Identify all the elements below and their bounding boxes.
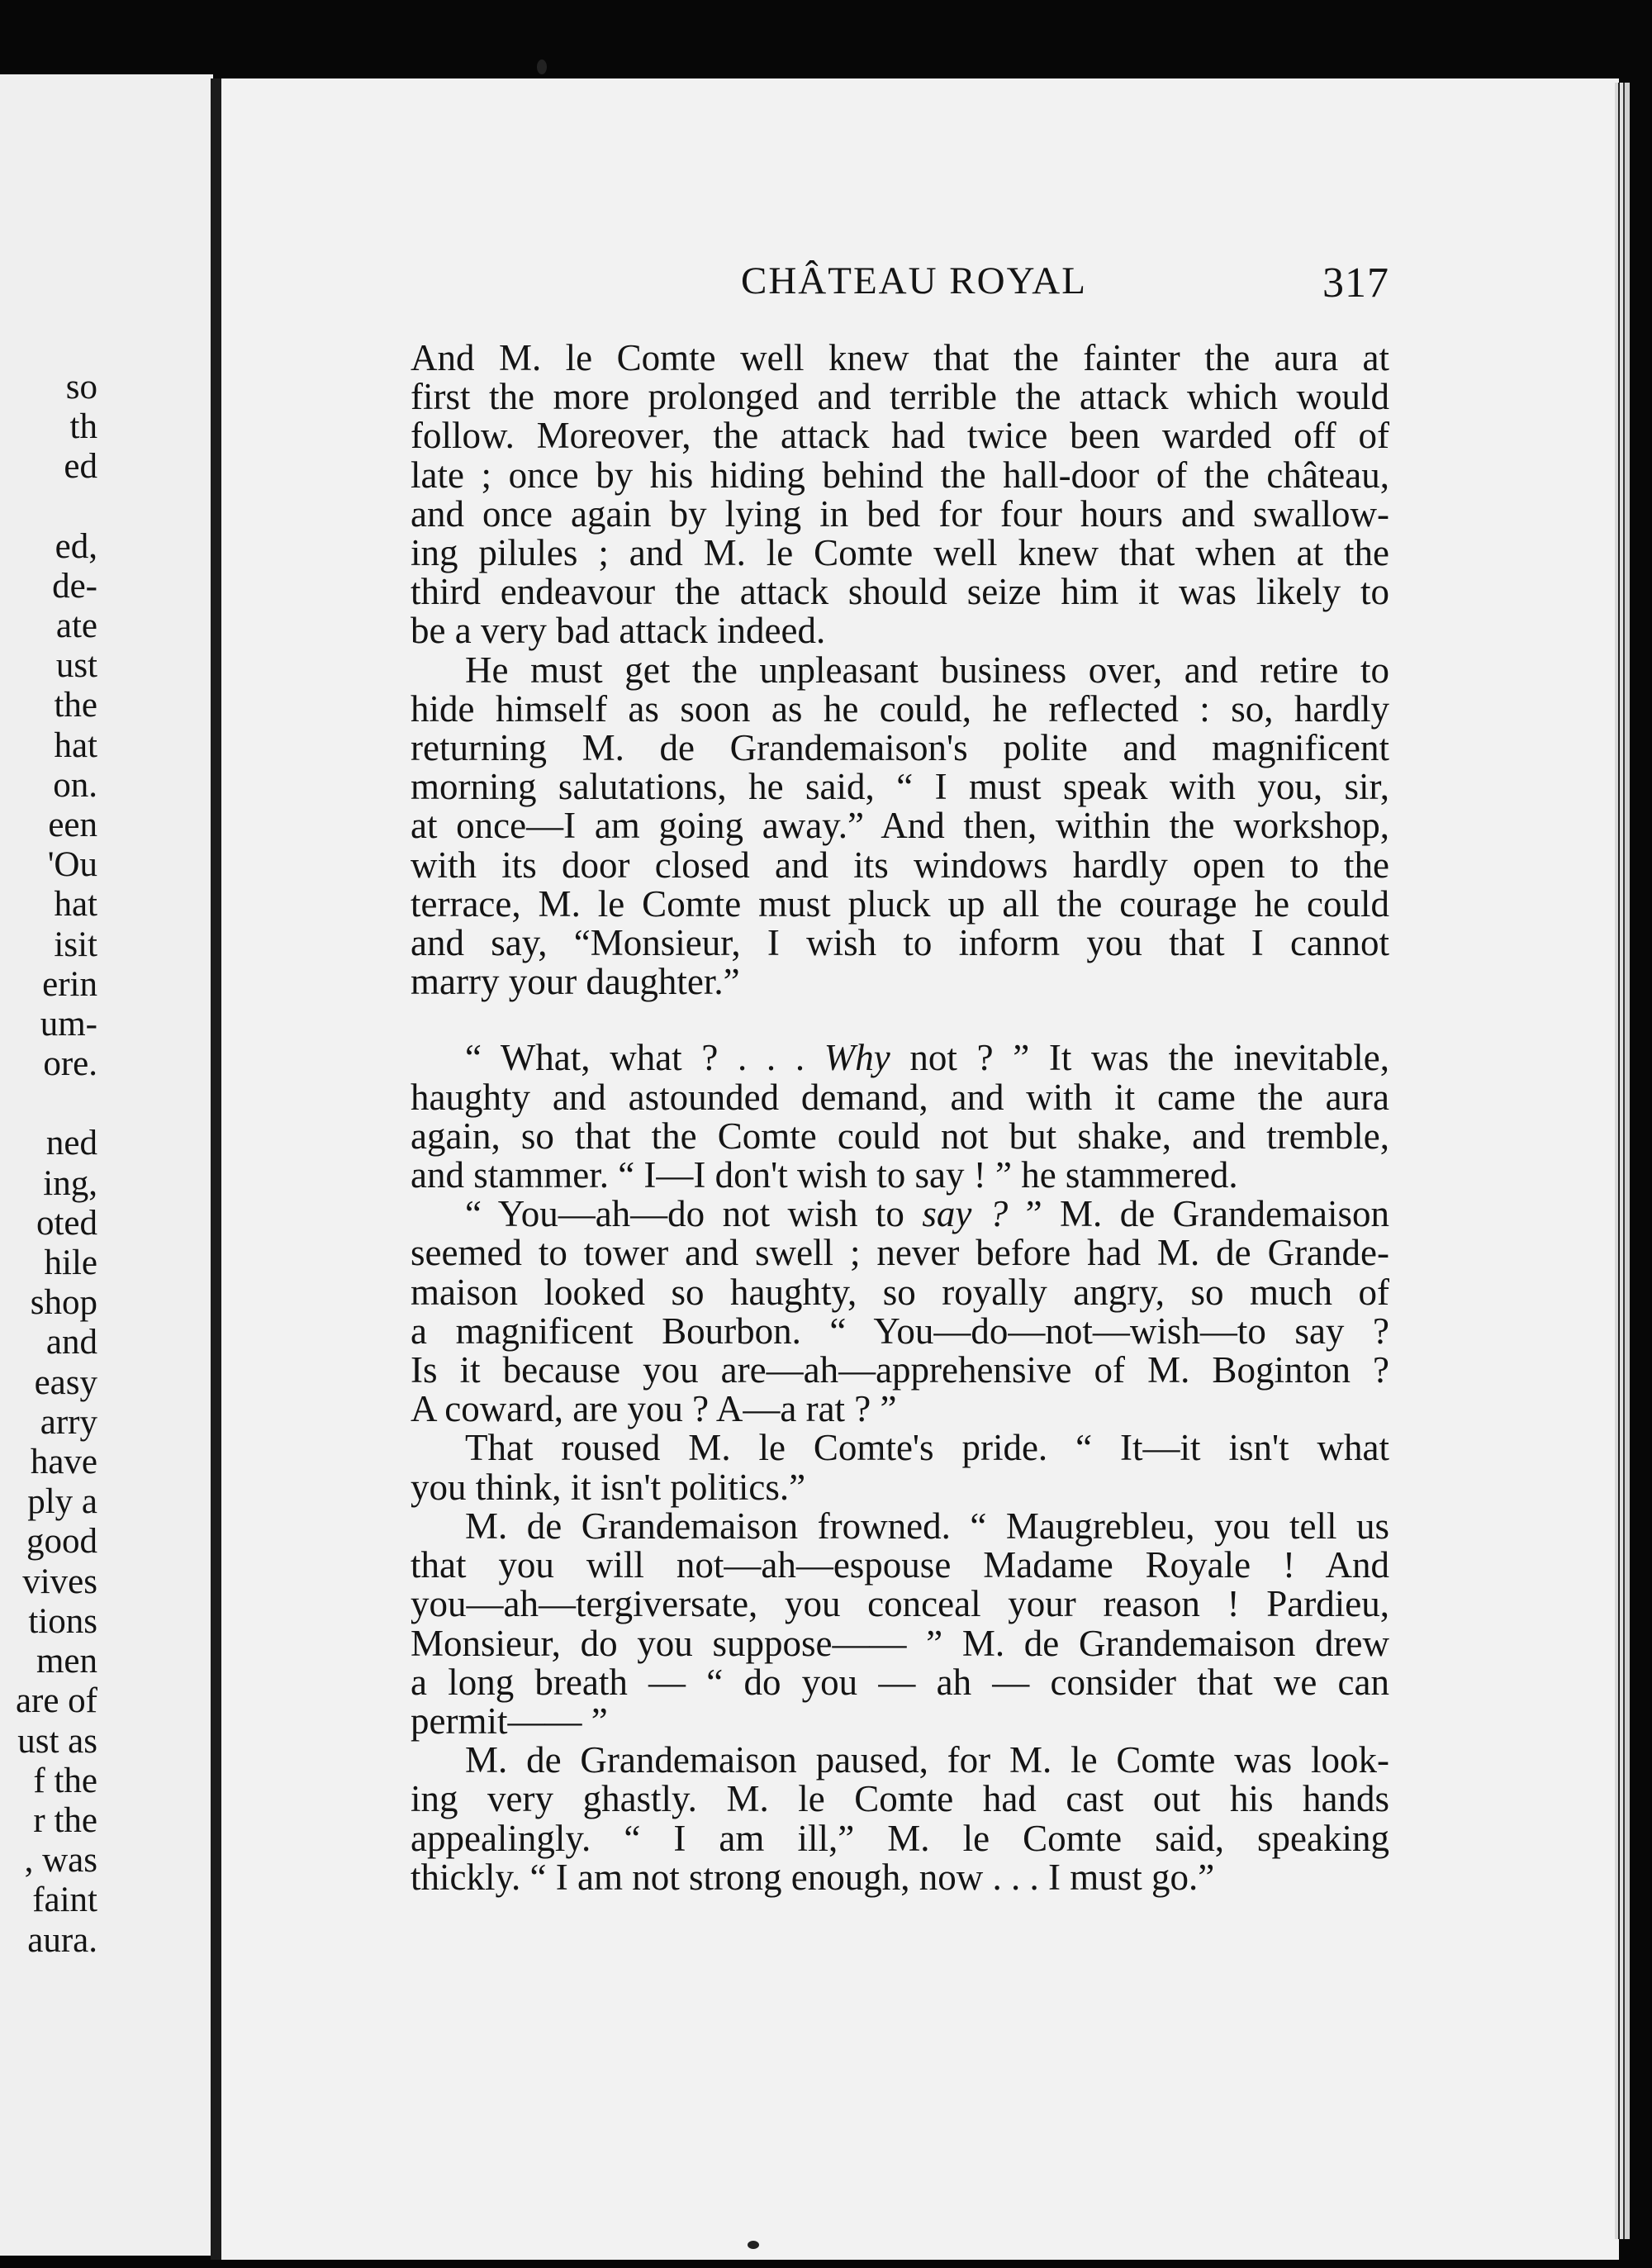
- text-row: [411, 1819, 1389, 1858]
- left-page-fragment: ust as: [17, 1721, 97, 1761]
- left-page-fragment: on.: [53, 765, 97, 805]
- text-row: [411, 846, 1389, 885]
- paragraph: [411, 1507, 1389, 1546]
- paragraph: [411, 1741, 1389, 1780]
- left-page-fragment: ned: [45, 1124, 97, 1163]
- left-page-fragment: , was: [24, 1841, 97, 1880]
- text-row: [411, 1624, 1389, 1663]
- left-page-fragment: f the: [33, 1761, 97, 1800]
- text-line: and once again by lying in bed for four hours and swallow-: [411, 492, 1389, 535]
- left-page-fragment: de-: [52, 566, 97, 606]
- text-line: M. de Grandemaison frowned. “ Maugrebleu, you tell us: [465, 1505, 1389, 1547]
- text-row: [411, 492, 1389, 535]
- text-row: [411, 456, 1389, 495]
- left-page-fragment: so: [65, 368, 97, 407]
- running-head-title: CHÂTEAU ROYAL: [741, 259, 1087, 302]
- left-page-fragment: ed: [64, 447, 97, 487]
- text-row: [411, 1078, 1389, 1117]
- left-page-fragment: r the: [33, 1800, 97, 1840]
- left-page-fragment: erin: [42, 964, 97, 1004]
- text-row: [411, 768, 1389, 806]
- text-line: and stammer. “ I—I don't wish to say ! ” he stammered.: [411, 1154, 1238, 1196]
- left-page-fragment: are of: [15, 1681, 97, 1721]
- text-row: [411, 924, 1389, 963]
- paragraph: [411, 1195, 1389, 1234]
- text-line: permit—— ”: [411, 1700, 608, 1742]
- text-line: at once—I am going away.” And then, within the workshop,: [411, 805, 1389, 847]
- text-line: That roused M. le Comte's pride. “ It—it isn't what: [465, 1427, 1389, 1469]
- left-page-fragment: easy: [34, 1362, 97, 1402]
- text-line: morning salutations, he said, “ I must speak with you, sir,: [411, 766, 1389, 808]
- paragraph-end-line: [411, 1468, 1389, 1507]
- text-line: seemed to tower and swell ; never before had M. de Grande-: [411, 1232, 1389, 1274]
- text-line: be a very bad attack indeed.: [411, 610, 826, 652]
- text-line: appealingly. “ I am ill,” M. le Comte said, speaking: [411, 1817, 1389, 1859]
- paragraph-end-line: [411, 1156, 1389, 1195]
- paragraph-end-line: [411, 963, 1389, 1001]
- text-line: a long breath — “ do you — ah — consider that we can: [411, 1661, 1389, 1703]
- paragraph: [411, 1039, 1389, 1077]
- text-row: [411, 416, 1389, 455]
- text-line: ing pilules ; and M. le Comte well knew that when at the: [411, 532, 1389, 574]
- text-row: [411, 1117, 1389, 1156]
- text-line: and say, “Monsieur, I wish to inform you that I cannot: [411, 922, 1389, 964]
- left-page-fragment: hat: [54, 725, 97, 765]
- emphasis: Why: [824, 1037, 890, 1079]
- text-line: A coward, are you ? A—a rat ? ”: [411, 1388, 897, 1430]
- left-page-fragment: men: [36, 1642, 97, 1681]
- left-page-fragment: hile: [44, 1243, 97, 1283]
- scan-speck: [537, 59, 547, 74]
- left-page-fragment: ate: [55, 606, 97, 646]
- text-line: a magnificent Bourbon. “ You—do—not—wish—to say ?: [411, 1310, 1389, 1352]
- text-line: that you will not—ah—espouse Madame Royale ! And: [411, 1544, 1389, 1586]
- body-text: [411, 339, 1389, 1897]
- page-number: 317: [1322, 259, 1389, 307]
- text-row: [411, 1273, 1389, 1312]
- paragraph: [411, 1429, 1389, 1467]
- text-line: haughty and astounded demand, and with it came the aura: [411, 1076, 1389, 1118]
- text-line: Monsieur, do you suppose—— ” M. de Grandemaison drew: [411, 1622, 1389, 1664]
- text-line: hide himself as soon as he could, he reflected : so, hardly: [411, 687, 1389, 730]
- left-page-fragment: 'Ou: [47, 845, 97, 885]
- text-line: Is it because you are—ah—apprehensive of M. Boginton ?: [411, 1349, 1389, 1391]
- text-row: [411, 1585, 1389, 1624]
- emphasis: say ?: [922, 1193, 1009, 1235]
- left-page-fragment: isit: [54, 925, 97, 964]
- left-page-fragment: vives: [22, 1562, 97, 1601]
- text-row: [411, 573, 1389, 611]
- text-row: [411, 534, 1389, 573]
- text-line: thickly. “ I am not strong enough, now . . . I must go.”: [411, 1856, 1215, 1898]
- left-page-fragment: the: [54, 686, 97, 725]
- left-page-fragment: [16, 487, 97, 527]
- page-edge: [1615, 83, 1630, 2239]
- text-row: [411, 1351, 1389, 1390]
- text-line: “ What, what ? . . . Why not ? ” It was the inevitable,: [465, 1037, 1390, 1079]
- left-page-fragment: shop: [30, 1283, 97, 1323]
- text-line: you—ah—tergiversate, you conceal your reason ! Pardieu,: [411, 1583, 1389, 1625]
- left-page-fragment: ing,: [43, 1163, 97, 1203]
- text-line: with its door closed and its windows hardly open to the: [411, 844, 1389, 886]
- left-page-fragment: faint: [32, 1880, 97, 1920]
- text-line: marry your daughter.”: [411, 961, 740, 1003]
- left-page-fragment: good: [26, 1522, 97, 1562]
- text-line: follow. Moreover, the attack had twice been warded off of: [411, 415, 1389, 457]
- left-page-fragment: th: [69, 407, 97, 447]
- left-page-fragment: ust: [55, 646, 97, 686]
- text-line: again, so that the Comte could not but shake, and tremble,: [411, 1115, 1389, 1157]
- paragraph-end-line: [411, 1390, 1389, 1429]
- paragraph-end-line: [411, 611, 1389, 650]
- text-line: returning M. de Grandemaison's polite and magnificent: [411, 727, 1389, 769]
- text-line: M. de Grandemaison paused, for M. le Comte was look-: [465, 1739, 1389, 1781]
- left-page-fragment: have: [30, 1443, 97, 1482]
- text-line: late ; once by his hiding behind the hall-door of the château,: [411, 454, 1389, 496]
- left-page: [0, 74, 213, 2256]
- left-page-fragment: and: [45, 1323, 97, 1362]
- text-row: [411, 339, 1389, 378]
- text-row: [411, 1546, 1389, 1585]
- text-line: first the more prolonged and terrible the attack which would: [411, 376, 1389, 418]
- text-line: He must get the unpleasant business over, and retire to: [465, 649, 1389, 691]
- left-page-fragment: hat: [54, 885, 97, 925]
- text-line: terrace, M. le Comte must pluck up all the courage he could: [411, 882, 1389, 925]
- text-row: [411, 1234, 1389, 1272]
- text-row: [411, 806, 1389, 845]
- text-line: “ You—ah—do not wish to say ? ” M. de Grandemaison: [465, 1193, 1389, 1235]
- text-row: [411, 1312, 1389, 1351]
- left-page-fragment: oted: [36, 1203, 97, 1243]
- text-line: ing very ghastly. M. le Comte had cast out his hands: [411, 1778, 1389, 1820]
- left-page-fragment: [16, 1084, 97, 1124]
- left-page-fragment: ed,: [55, 526, 97, 566]
- left-page-fragment: um-: [40, 1005, 97, 1044]
- paragraph-end-line: [411, 1858, 1389, 1897]
- text-row: [411, 1780, 1389, 1819]
- left-page-fragment: een: [48, 806, 97, 845]
- text-line: third endeavour the attack should seize him it was likely to: [411, 571, 1389, 613]
- text-line: And M. le Comte well knew that the fainter the aura at: [411, 337, 1389, 378]
- text-row: [411, 687, 1389, 730]
- paragraph: [411, 651, 1389, 690]
- left-page-fragment: ply a: [27, 1482, 97, 1522]
- text-row: [411, 1663, 1389, 1702]
- left-page-fragment: ore.: [43, 1044, 97, 1084]
- text-row: [411, 729, 1389, 768]
- text-line: you think, it isn't politics.”: [411, 1466, 806, 1508]
- left-page-fragment: aura.: [27, 1920, 97, 1960]
- left-page-text: [16, 368, 97, 1961]
- book-gutter: [211, 78, 222, 2260]
- text-line: maison looked so haughty, so royally angry, so much of: [411, 1271, 1389, 1313]
- text-row: [411, 378, 1389, 416]
- text-row: [411, 882, 1389, 925]
- paragraph-end-line: [411, 1702, 1389, 1741]
- left-page-fragment: arry: [40, 1402, 97, 1442]
- scan-speck: [748, 2241, 759, 2249]
- left-page-fragment: tions: [28, 1601, 97, 1641]
